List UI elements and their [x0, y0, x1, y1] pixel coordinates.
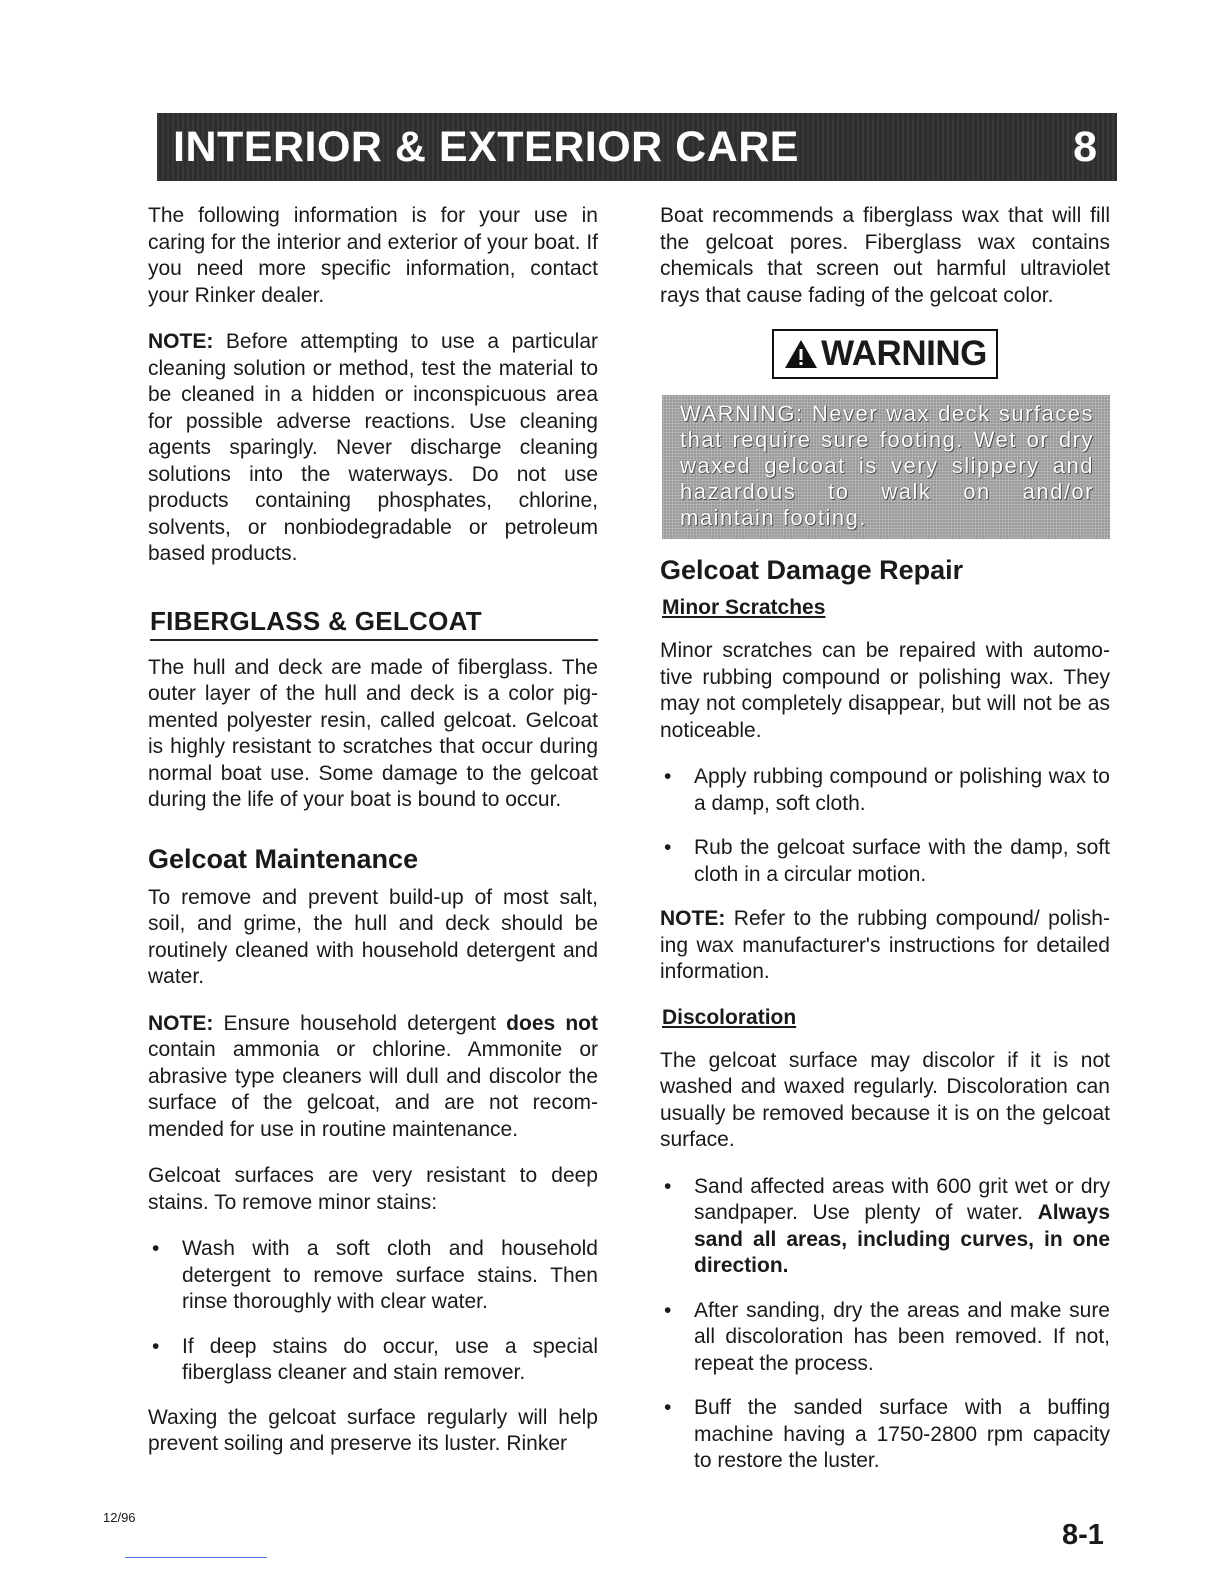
waxing-paragraph: Waxing the gelcoat surface regularly will help prevent soiling and preserve its luster. Rinker	[148, 1405, 598, 1455]
maintenance-heading: Gelcoat Maintenance	[148, 843, 419, 874]
list-item: • Buff the sanded surface with a buffing machine having a 1750-2800 rpm capacity to restore the luster.	[660, 1395, 1110, 1475]
wax-paragraph: Boat recommends a fiberglass wax that will fill the gelcoat pores. Fiberglass wax contains chemicals that screen out harmful ultraviolet rays that cause fading of the gelcoat color.	[660, 204, 1110, 307]
list-item	[660, 1174, 1110, 1280]
damage-heading: Gelcoat Damage Repair	[660, 555, 964, 585]
note-text: Ensure household detergent	[213, 1011, 507, 1035]
left-column	[148, 203, 598, 1478]
list-item: • If deep stains do occur, use a special fiberglass cleaner and stain remover.	[148, 1334, 598, 1387]
note-text: contain ammonia or chlorine. Ammonite or abrasive type cleaners will dull and discolor the surface of the gelcoat, and are not recommended for use in routine maintenance.	[148, 1038, 598, 1141]
scratches-paragraph: Minor scratches can be repaired with automotive rubbing compound or polishing wax. They may not completely disappear, but will not be as noticeable.	[660, 639, 1110, 742]
revision-date: 12/96	[103, 1510, 136, 1525]
warning-label: WARNING	[821, 334, 987, 373]
stain-bullet-list	[148, 1236, 598, 1387]
warning-message: WARNING: Never wax deck surfaces that require sure footing. Wet or dry waxed gelcoat is very slippery and hazardous to walk on and/or maintain footing.	[662, 395, 1110, 539]
warning-triangle-icon	[783, 338, 819, 370]
discoloration-heading: Discoloration	[662, 1005, 797, 1029]
note-text: Before attempting to use a particular cleaning solution or method, test the material to be cleaned in a hidden or inconspicuous area for possible adverse reactions. Use cleaning agents sparingly. Never discharge cleaning solutions into the waterways. Do not use products containing phosphates, chlorine, solvents, or nonbiodegradable or petroleum based products.	[148, 330, 598, 565]
scratches-heading: Minor Scratches	[662, 596, 826, 619]
note-emphasis: does not	[506, 1011, 598, 1035]
bullet-text: Sand affected areas with 600 grit wet or dry sandpaper. Use plenty of water.	[694, 1174, 1110, 1224]
warning-header	[772, 329, 998, 379]
list-item: • Wash with a soft cloth and household detergent to remove surface stains. Then rinse thoroughly with clear water.	[148, 1236, 598, 1316]
discolor-bullet-list	[660, 1174, 1110, 1475]
chapter-number: 8	[1073, 123, 1097, 171]
note-label: NOTE:	[660, 907, 726, 930]
list-item: • Apply rubbing compound or polishing wax to a damp, soft cloth.	[660, 764, 1110, 817]
note-label: NOTE:	[148, 330, 214, 353]
note-cleaning	[148, 329, 598, 568]
note-text: Refer to the rubbing compound/ polishing wax manufacturer's instructions for detailed information.	[660, 907, 1110, 983]
list-item: • Rub the gelcoat surface with the damp, soft cloth in a circular motion.	[660, 835, 1110, 888]
discoloration-paragraph: The gelcoat surface may discolor if it is not washed and waxed regularly. Discoloration can usually be removed because it is on the gelcoat surface.	[660, 1048, 1110, 1151]
right-column	[660, 203, 1110, 1493]
fiberglass-paragraph: The hull and deck are made of fiberglass. The outer layer of the hull and deck is a color pigmented polyester resin, called gelcoat. Gelcoat is highly resistant to scratches that occur during normal boat use. Some damage to the gelcoat during the life of your boat is bound to occur.	[148, 655, 598, 811]
intro-paragraph: The following information is for your use in caring for the interior and exterior of your boat. If you need more specific information, contact your Rinker dealer.	[148, 204, 598, 307]
maintenance-paragraph: To remove and prevent build-up of most salt, soil, and grime, the hull and deck should be routinely cleaned with household detergent and water.	[148, 885, 598, 988]
list-item: • After sanding, dry the areas and make sure all discoloration has been removed. If not, repeat the process.	[660, 1298, 1110, 1378]
page-number: 8-1	[1062, 1519, 1104, 1551]
note-polishing	[660, 906, 1110, 986]
footer-rule	[125, 1557, 267, 1558]
chapter-banner	[157, 113, 1117, 181]
note-label: NOTE:	[148, 1011, 214, 1035]
bullet-emphasis: Always sand all areas, including curves, in one direction.	[694, 1201, 1110, 1277]
chapter-title: INTERIOR & EXTERIOR CARE	[173, 123, 799, 171]
fiberglass-heading: FIBERGLASS & GELCOAT	[150, 606, 598, 641]
note-detergent	[148, 1011, 598, 1144]
scratch-bullet-list	[660, 764, 1110, 888]
stains-paragraph: Gelcoat surfaces are very resistant to deep stains. To remove minor stains:	[148, 1164, 598, 1214]
